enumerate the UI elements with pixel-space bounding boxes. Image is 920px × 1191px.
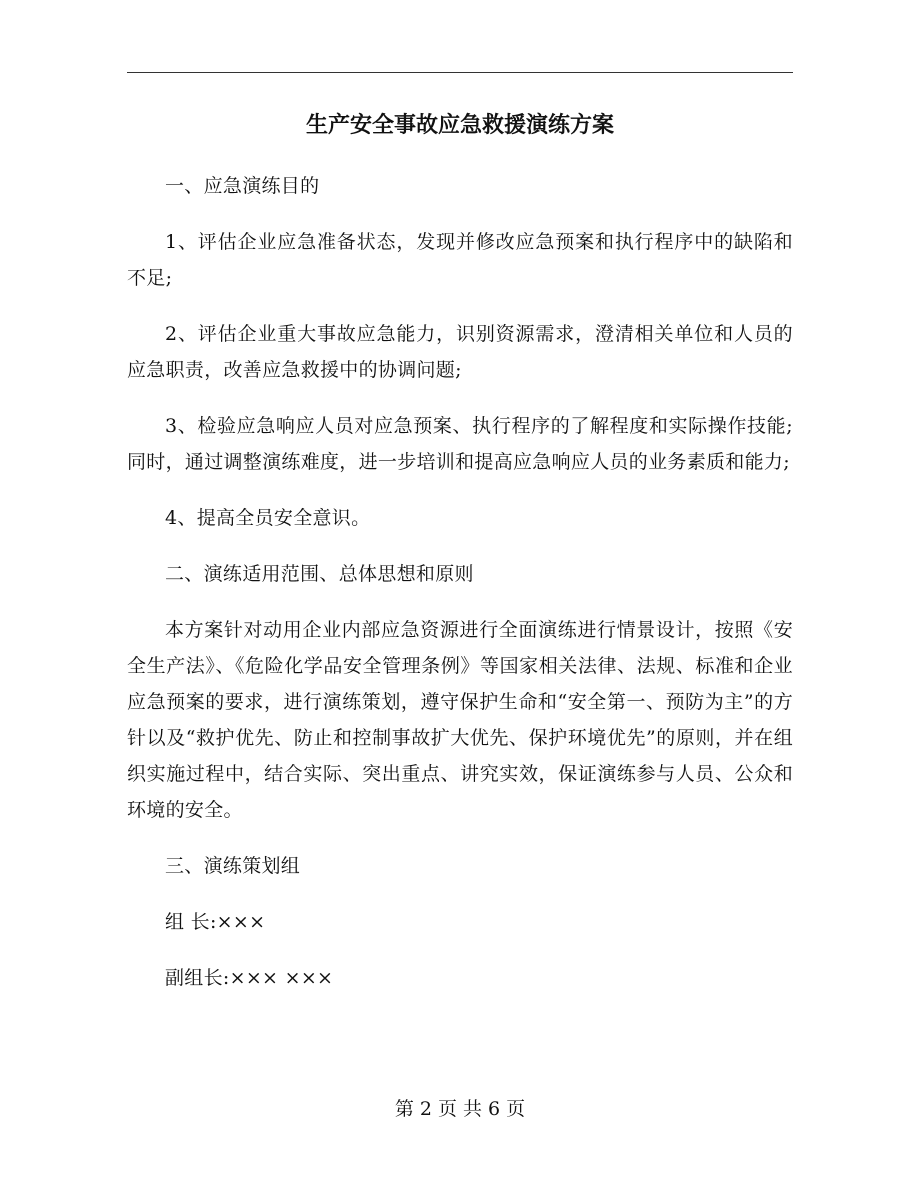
section-heading-purpose: 一、应急演练目的 (165, 175, 320, 197)
paragraph-item-3: 3、检验应急响应人员对应急预案、执行程序的了解程度和实际操作技能;同时，通过调整演练难度，进一步培训和提高应急响应人员的业务素质和能力; (127, 415, 793, 473)
page-number: 第 2 页 共 6 页 (394, 1098, 526, 1120)
paragraph-item-4: 4、提高全员安全意识。 (165, 507, 371, 529)
section-heading-planning-group: 三、演练策划组 (165, 855, 301, 877)
paragraph-scope-body: 本方案针对动用企业内部应急资源进行全面演练进行情景设计，按照《安全生产法》、《危险化学品安全管理条例》等国家相关法律、法规、标准和企业应急预案的要求，进行演练策划，遵守保护生命和“安全第一、预防为主”的方针以及“救护优先、防止和控制事故扩大优先、保护环境优先”的原则，并在组织实施过程中，结合实际、突出重点、讲究实效，保证演练参与人员、公众和环境的安全。 (127, 619, 793, 821)
section-heading-scope: 二、演练适用范围、总体思想和原则 (165, 563, 474, 585)
header-rule (127, 72, 793, 73)
document-body (127, 168, 793, 1016)
document-title: 生产安全事故应急救援演练方案 (305, 112, 614, 138)
paragraph-item-2: 2、评估企业重大事故应急能力，识别资源需求，澄清相关单位和人员的应急职责，改善应急救援中的协调问题; (127, 323, 793, 381)
group-leader-line: 组 长:××× (165, 911, 266, 933)
paragraph-item-1: 1、评估企业应急准备状态，发现并修改应急预案和执行程序中的缺陷和不足; (127, 231, 793, 289)
deputy-leader-line: 副组长:××× ××× (165, 967, 334, 989)
